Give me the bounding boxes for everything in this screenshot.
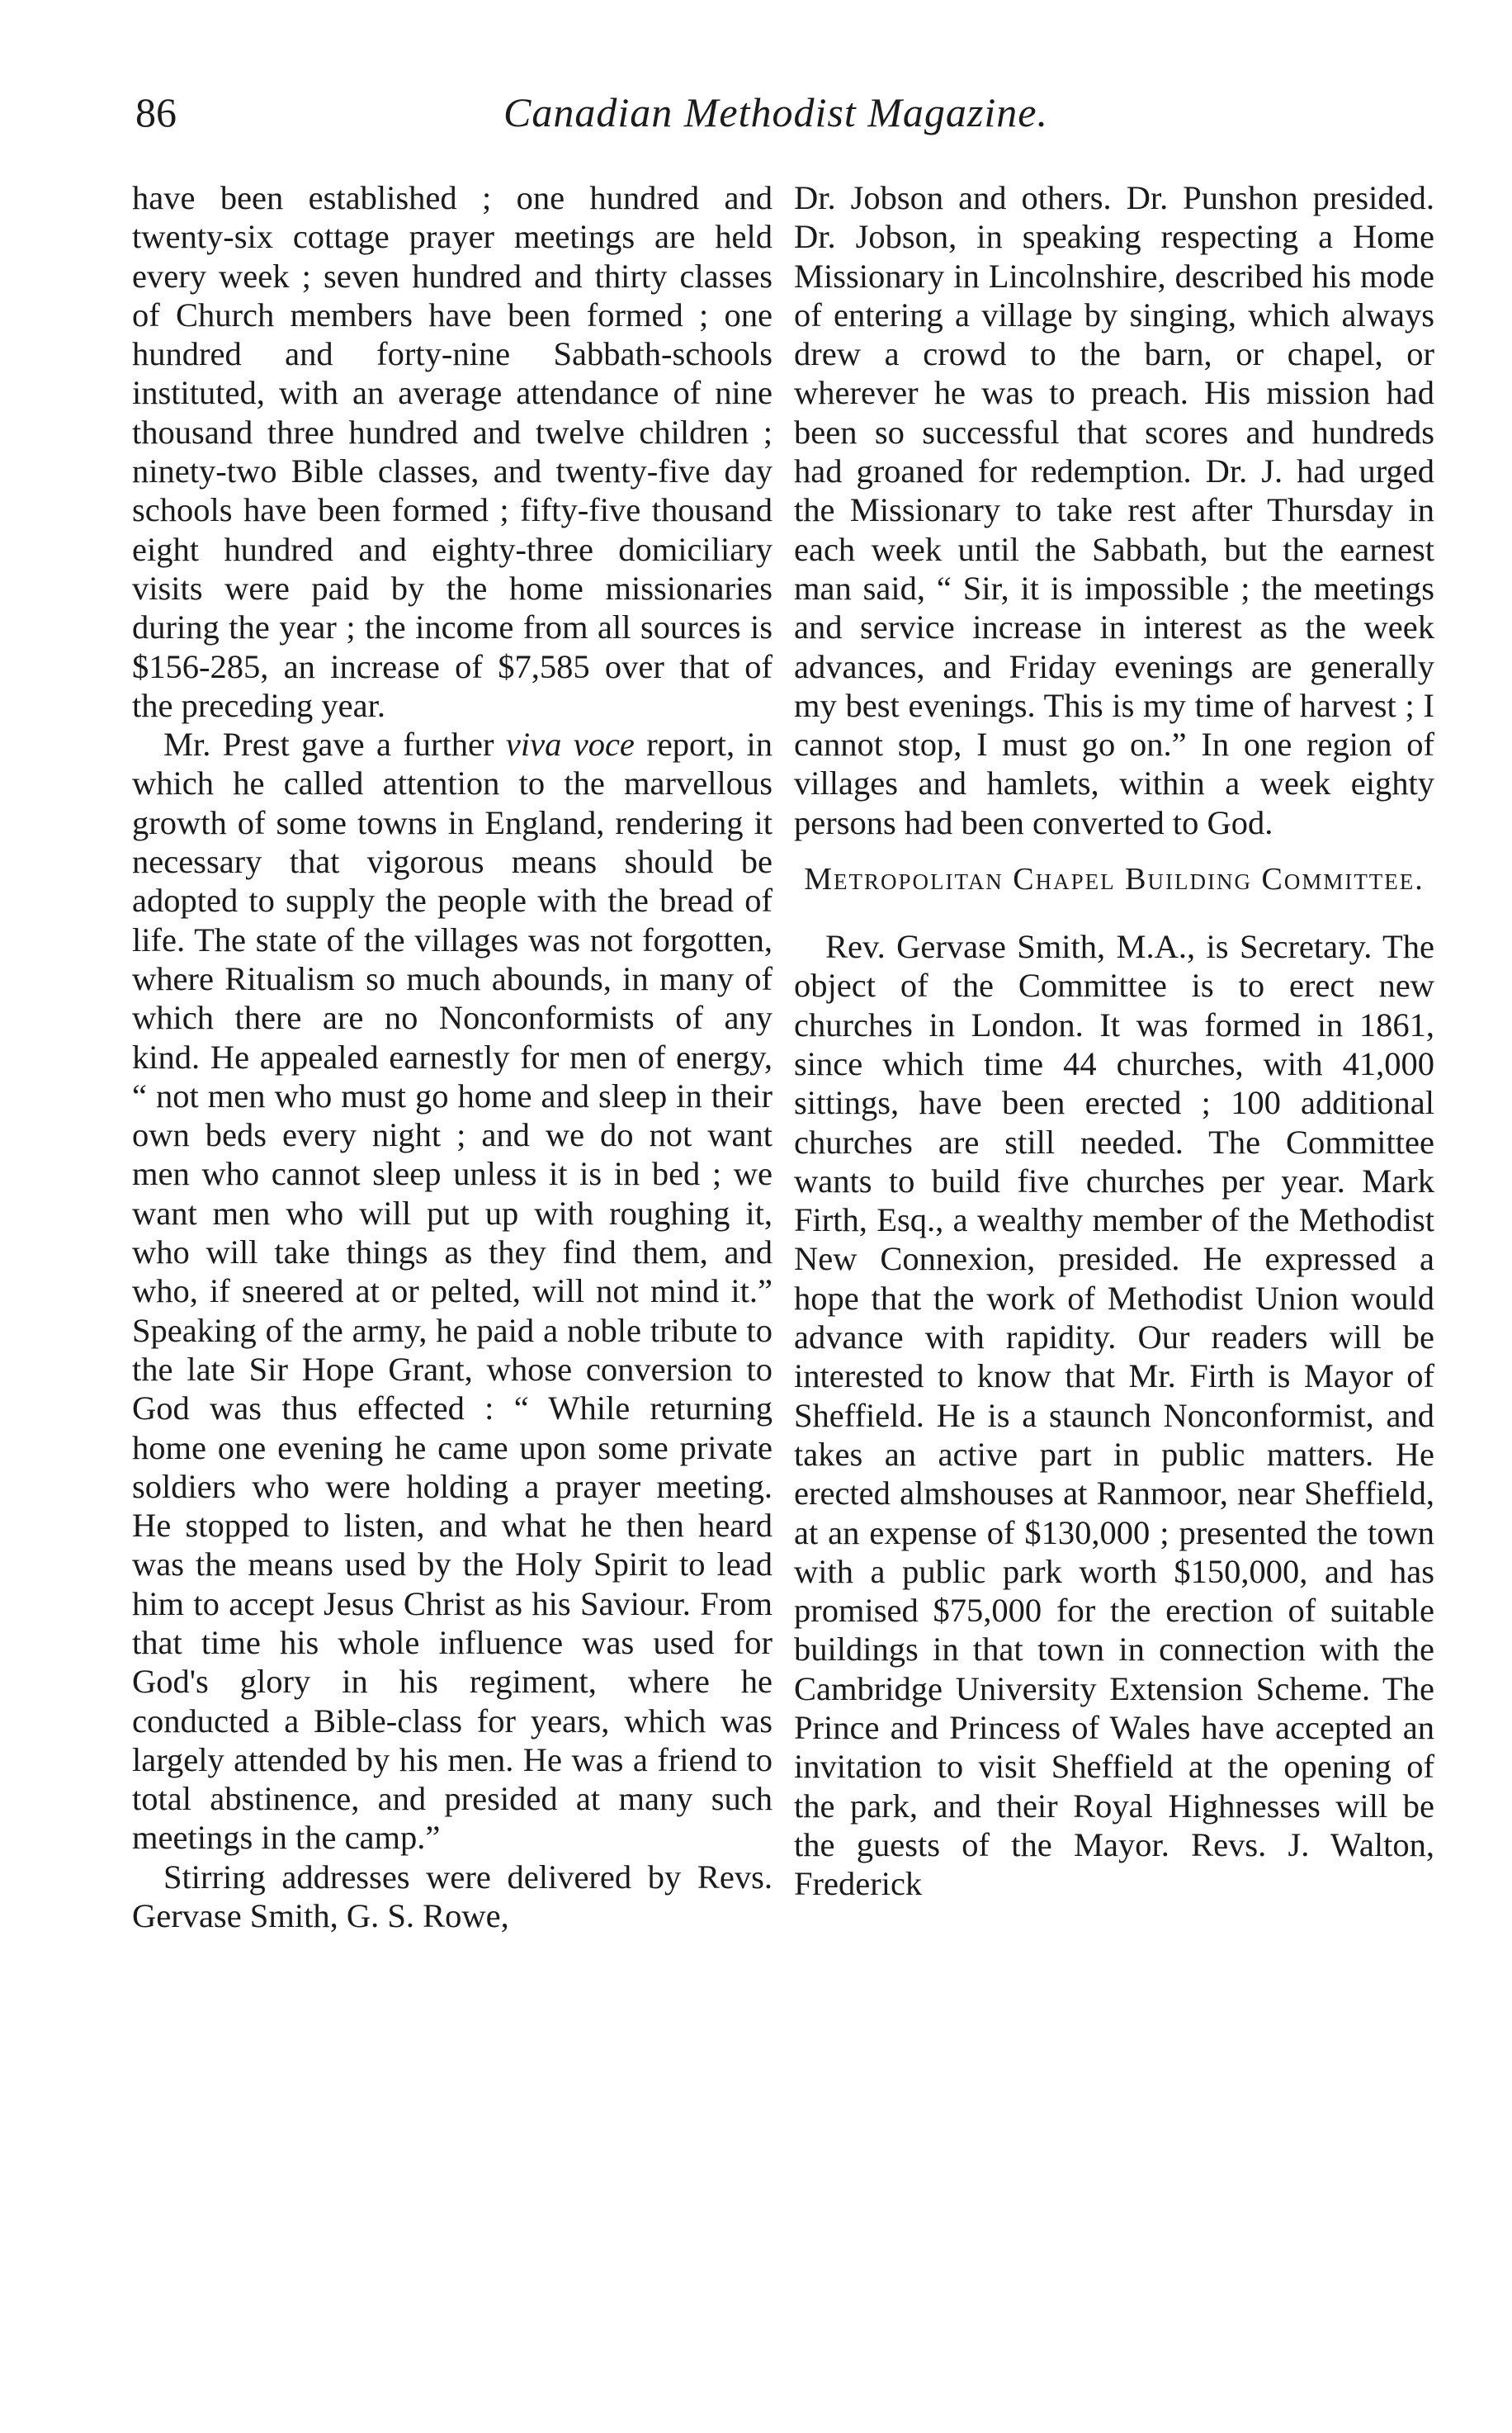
left-paragraph-2: [132, 725, 773, 1858]
left-paragraph-3: Stirring addresses were delivered by Revs. Gervase Smith, G. S. Rowe,: [132, 1858, 773, 1935]
left-column: [132, 178, 773, 1935]
left-paragraph-1: have been established ; one hundred and twenty-six cottage prayer meetings are held every week ; seven hundred and thirty classes of Church members have been formed ; one hundred and forty-nine Sabbath-schools instituted, with an average attendance of nine thousand three hundred and twelve children ; ninety-two Bible classes, and twenty-five day schools have been formed ; fifty-five thousand eight hundred and eighty-three domiciliary visits were paid by the home missionaries during the year ; the income from all sources is $156-285, an increase of $7,585 over that of the preceding year.: [132, 179, 773, 724]
running-head: Canadian Methodist Magazine.: [503, 89, 1048, 135]
left-paragraph-2-end: report, in which he called attention to the marvellous growth of some towns in England, rendering it necessary that vigorous means should be adopted to supply the people with the bread of life. The state of the villages was not forgotten, where Ritualism so much abounds, in many of which there are no Nonconformists of any kind. He appealed earnestly for men of energy, “ not men who must go home and sleep in their own beds every night ; and we do not want men who cannot sleep unless it is in bed ; we want men who will put up with roughing it, who will take things as they find them, and who, if sneered at or pelted, will not mind it.” Speaking of the army, he paid a noble tribute to the late Sir Hope Grant, whose conversion to God was thus effected : “ While returning home one evening he came upon some private soldiers who were holding a prayer meeting. He stopped to listen, and what he then heard was the means used by the Holy Spirit to lead him to accept Jesus Christ as his Saviour. From that time his whole influence was used for God's glory in his regiment, where he conducted a Bible-class for years, which was largely attended by his men. He was a friend to total abstinence, and presided at many such meetings in the camp.”: [132, 726, 773, 1857]
right-paragraph-1: Dr. Jobson and others. Dr. Punshon presided. Dr. Jobson, in speaking respecting a Home Missionary in Lincolnshire, described his mode of entering a village by singing, which always drew a crowd to the barn, or chapel, or wherever he was to preach. His mission had been so successful that scores and hundreds had groaned for redemption. Dr. J. had urged the Missionary to take rest after Thursday in each week until the Sabbath, but the earnest man said, “ Sir, it is impossible ; the meetings and service increase in interest as the week advances, and Friday evenings are generally my best evenings. This is my time of harvest ; I cannot stop, I must go on.” In one region of villages and hamlets, within a week eighty persons had been converted to God.: [794, 179, 1434, 841]
section-heading: Metropolitan Chapel Building Committee.: [804, 862, 1425, 897]
left-paragraph-2-start: Mr. Prest gave a further: [163, 726, 506, 764]
right-paragraph-2: Rev. Gervase Smith, M.A., is Secretary. The object of the Committee is to erect new churches in London. It was formed in 1861, since which time 44 churches, with 41,000 sittings, have been erected ; 100 additional churches are still needed. The Committee wants to build five churches per year. Mark Firth, Esq., a wealthy member of the Methodist New Connexion, presided. He expressed a hope that the work of Methodist Union would advance with rapidity. Our readers will be interested to know that Mr. Firth is Mayor of Sheffield. He is a staunch Nonconformist, and takes an active part in public matters. He erected almshouses at Ranmoor, near Sheffield, at an expense of $130,000 ; presented the town with a public park worth $150,000, and has promised $75,000 for the erection of suitable buildings in that town in connection with the Cambridge University Extension Scheme. The Prince and Princess of Wales have accepted an invitation to visit Sheffield at the opening of the park, and their Royal Highnesses will be the guests of the Mayor. Revs. J. Walton, Frederick: [794, 928, 1434, 1903]
viva-voce-phrase: viva voce: [505, 726, 635, 764]
page-header: [132, 79, 1420, 145]
right-column: [794, 178, 1434, 1903]
page-number: 86: [135, 89, 177, 135]
